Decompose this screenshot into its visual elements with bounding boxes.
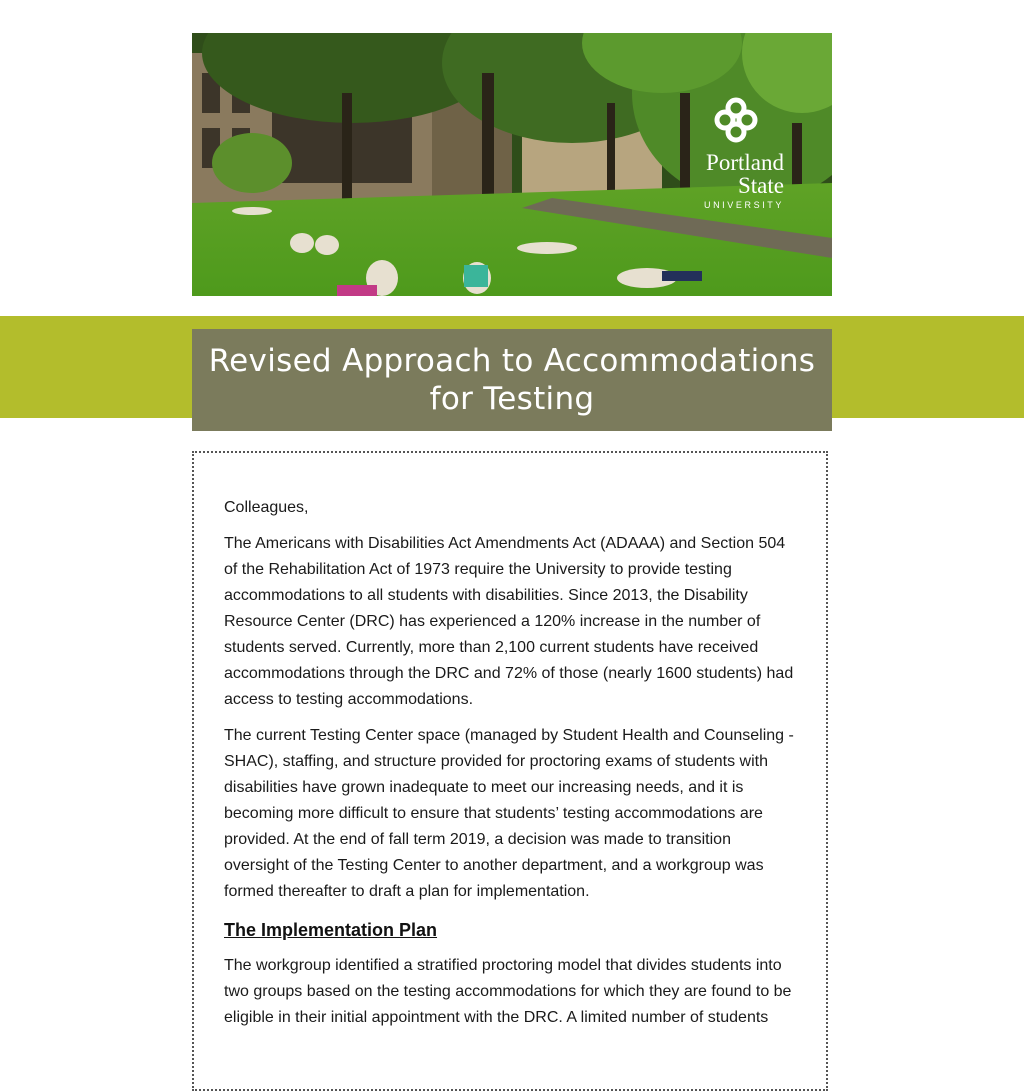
greeting: Colleagues,	[224, 499, 309, 516]
message-body	[192, 451, 828, 1091]
page-title: Revised Approach to Accommodations for Testing	[208, 343, 816, 417]
logo-line-state: State	[738, 173, 784, 198]
hero-campus-photo	[192, 33, 832, 296]
paragraph-ada: The Americans with Disabilities Act Amendments Act (ADAAA) and Section 504 of the Rehabilitation Act of 1973 require the University to provide testing accommodations to all students with disabilities. Since 2013, the Disability Resource Center (DRC) has experienced a 120% increase in the number of students served. Currently, more than 2,100 current students have received accommodations through the DRC and 72% of those (nearly 1600 students) had access to testing accommodations.	[224, 535, 794, 708]
title-box	[192, 329, 832, 431]
logo-line-university: UNIVERSITY	[703, 200, 784, 210]
psu-knot-icon	[714, 97, 758, 143]
section-heading: The Implementation Plan	[224, 920, 438, 940]
logo-line-portland: Portland	[706, 150, 784, 175]
paragraph-implementation: The workgroup identified a stratified proctoring model that divides students into two groups based on the testing accommodations for which they are found to be eligible in their initial appointment with the DRC. A limited number of students	[224, 957, 792, 1026]
paragraph-testing-center: The current Testing Center space (managed by Student Health and Counseling - SHAC), staffing, and structure provided for proctoring exams of students with disabilities have grown inadequate to meet our increasing needs, and it is becoming more difficult to ensure that students’ testing accommodations are provided. At the end of fall term 2019, a decision was made to transition oversight of the Testing Center to another department, and a workgroup was formed thereafter to draft a plan for implementation.	[224, 727, 794, 900]
